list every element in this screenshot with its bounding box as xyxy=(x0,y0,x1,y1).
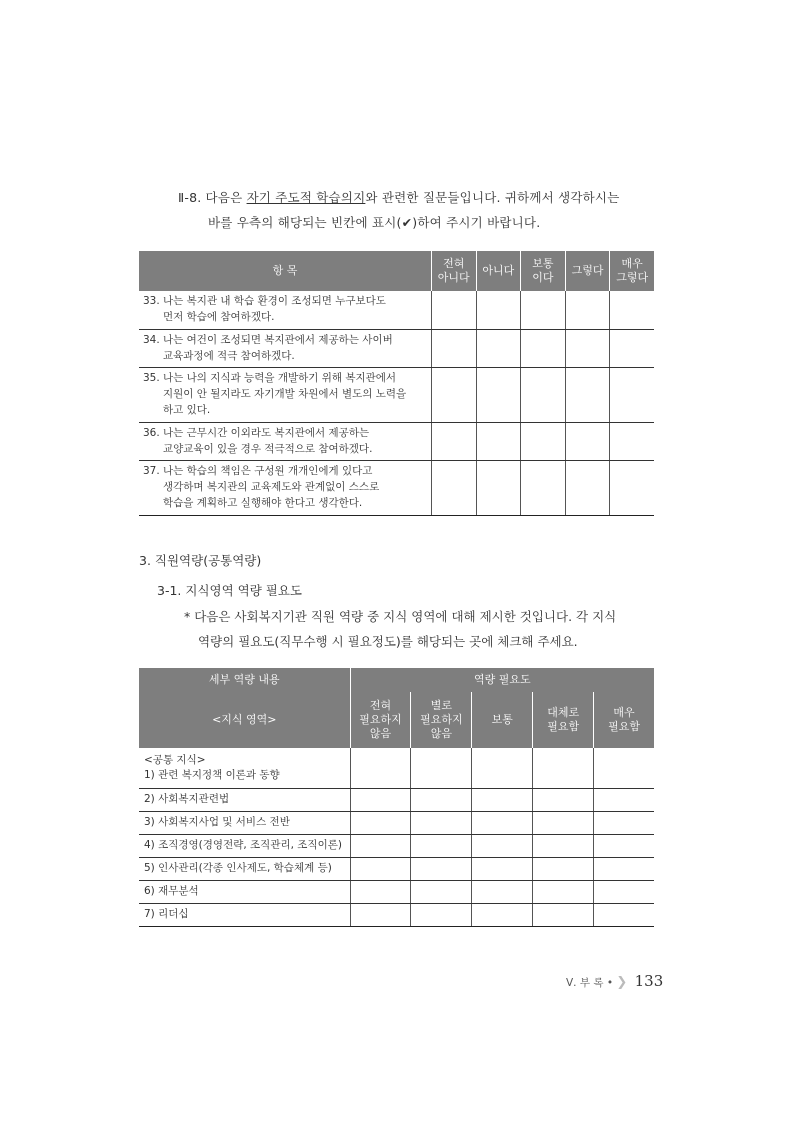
knowledge-item: 6) 재무분석 xyxy=(139,880,350,903)
answer-cell[interactable] xyxy=(472,880,533,903)
answer-cell[interactable] xyxy=(350,834,411,857)
question-text xyxy=(139,422,431,460)
question-line2: 생각하며 복지관의 교육제도와 관계없이 스스로 xyxy=(163,480,380,493)
answer-cell[interactable] xyxy=(472,748,533,788)
h-line: 않음 xyxy=(369,727,392,740)
header-need-col4 xyxy=(533,692,594,748)
question-text xyxy=(139,460,431,515)
answer-cell[interactable] xyxy=(431,329,476,367)
answer-cell[interactable] xyxy=(431,460,476,515)
header-need-col3: 보통 xyxy=(472,692,533,748)
question-line1: 34. 나는 여건이 조성되면 복지관에서 제공하는 사이버 xyxy=(143,333,393,346)
answer-cell[interactable] xyxy=(565,367,610,422)
answer-cell[interactable] xyxy=(521,460,566,515)
h-line: 필요함 xyxy=(608,720,640,733)
header-col1 xyxy=(431,251,476,291)
h-line: 필요하지 xyxy=(420,713,463,726)
answer-cell[interactable] xyxy=(521,367,566,422)
header-need-col5 xyxy=(594,692,654,748)
answer-cell[interactable] xyxy=(610,367,654,422)
answer-cell[interactable] xyxy=(533,748,594,788)
answer-cell[interactable] xyxy=(521,291,566,329)
answer-cell[interactable] xyxy=(472,834,533,857)
h-line: 필요함 xyxy=(547,720,580,733)
answer-cell[interactable] xyxy=(594,880,654,903)
table-row xyxy=(139,880,654,903)
answer-cell[interactable] xyxy=(610,460,654,515)
answer-cell[interactable] xyxy=(476,422,521,460)
h-line: 필요하지 xyxy=(359,713,402,726)
answer-cell[interactable] xyxy=(350,811,411,834)
header-need-col1 xyxy=(350,692,411,748)
item-line1: <공통 지식> xyxy=(144,753,206,766)
table-row xyxy=(139,857,654,880)
question-line2: 교육과정에 적극 참여하겠다. xyxy=(163,349,295,362)
answer-cell[interactable] xyxy=(411,788,472,811)
table-row xyxy=(139,903,654,926)
subsection-title: 3-1. 지식영역 역량 필요도 xyxy=(157,583,302,598)
h-line: 대체로 xyxy=(547,706,580,719)
answer-cell[interactable] xyxy=(533,834,594,857)
answer-cell[interactable] xyxy=(476,460,521,515)
answer-cell[interactable] xyxy=(476,291,521,329)
header-col3 xyxy=(521,251,566,291)
header-col3-line2: 이다 xyxy=(532,271,554,284)
answer-cell[interactable] xyxy=(610,329,654,367)
item-line2: 1) 관련 복지정책 이론과 동향 xyxy=(144,768,280,781)
instruction-line1-rest: 와 관련한 질문들입니다. 귀하께서 생각하시는 xyxy=(365,190,620,205)
table-row xyxy=(139,788,654,811)
header-col5 xyxy=(610,251,654,291)
knowledge-item xyxy=(139,748,350,788)
table-row xyxy=(139,329,654,367)
knowledge-item: 7) 리더십 xyxy=(139,903,350,926)
answer-cell[interactable] xyxy=(350,903,411,926)
section-title: 3. 직원역량(공통역량) xyxy=(139,553,262,568)
table2-header-row2 xyxy=(139,692,654,748)
header-need: 역량 필요도 xyxy=(350,668,654,692)
answer-cell[interactable] xyxy=(472,857,533,880)
question-line1: 33. 나는 복지관 내 학습 환경이 조성되면 누구보다도 xyxy=(143,295,386,307)
answer-cell[interactable] xyxy=(411,811,472,834)
instruction-underlined: 자기 주도적 학습의지 xyxy=(246,190,366,205)
answer-cell[interactable] xyxy=(594,788,654,811)
answer-cell[interactable] xyxy=(476,329,521,367)
instruction-line2: 바를 우측의 해당되는 빈칸에 표시(✔)하여 주시기 바랍니다. xyxy=(208,215,541,230)
answer-cell[interactable] xyxy=(533,880,594,903)
answer-cell[interactable] xyxy=(472,788,533,811)
chevron-right-icon: ❯ xyxy=(616,975,628,990)
answer-cell[interactable] xyxy=(521,422,566,460)
header-col5-line2: 그렇다 xyxy=(616,271,649,284)
question-line3: 학습을 계획하고 실행해야 한다고 생각한다. xyxy=(163,496,363,509)
knowledge-item: 2) 사회복지관련법 xyxy=(139,788,350,811)
answer-cell[interactable] xyxy=(350,748,411,788)
section-note xyxy=(184,604,659,654)
table2-header-row1 xyxy=(139,668,654,692)
question-line2: 교양교육이 있을 경우 적극적으로 참여하겠다. xyxy=(163,442,373,455)
knowledge-item: 5) 인사관리(각종 인사제도, 학습체계 등) xyxy=(139,857,350,880)
answer-cell[interactable] xyxy=(431,291,476,329)
answer-cell[interactable] xyxy=(472,811,533,834)
answer-cell[interactable] xyxy=(610,422,654,460)
table1-header-row xyxy=(139,251,654,291)
question-line1: 35. 나는 나의 지식과 능력을 개발하기 위해 복지관에서 xyxy=(143,371,397,384)
instruction-prefix: Ⅱ-8. 다음은 xyxy=(178,190,247,205)
h-line: 않음 xyxy=(430,727,453,740)
question-text xyxy=(139,329,431,367)
page-number: 133 xyxy=(634,972,664,990)
answer-cell[interactable] xyxy=(565,329,610,367)
header-col4: 그렇다 xyxy=(565,251,610,291)
answer-cell[interactable] xyxy=(594,903,654,926)
header-col1-line1: 전혀 xyxy=(443,257,465,270)
answer-cell[interactable] xyxy=(594,811,654,834)
question-line1: 37. 나는 학습의 책임은 구성원 개개인에게 있다고 xyxy=(143,464,373,477)
question-line3: 하고 있다. xyxy=(163,403,211,416)
note-line2: 역량의 필요도(직무수행 시 필요정도)를 해당되는 곳에 체크해 주세요. xyxy=(198,634,578,649)
answer-cell[interactable] xyxy=(594,748,654,788)
header-detail: 세부 역량 내용 xyxy=(139,668,350,692)
header-need-col2 xyxy=(411,692,472,748)
answer-cell[interactable] xyxy=(411,834,472,857)
answer-cell[interactable] xyxy=(476,367,521,422)
answer-cell[interactable] xyxy=(350,880,411,903)
answer-cell[interactable] xyxy=(411,748,472,788)
table-row xyxy=(139,291,654,329)
question-text xyxy=(139,291,431,329)
table-row xyxy=(139,811,654,834)
answer-cell[interactable] xyxy=(411,880,472,903)
footer-label: Ⅴ. 부 록 • xyxy=(566,977,614,989)
answer-cell[interactable] xyxy=(350,788,411,811)
answer-cell[interactable] xyxy=(533,811,594,834)
self-directed-learning-table xyxy=(139,251,654,516)
answer-cell[interactable] xyxy=(594,834,654,857)
header-col5-line1: 매우 xyxy=(621,257,643,270)
answer-cell[interactable] xyxy=(565,422,610,460)
h-line: 매우 xyxy=(613,706,635,719)
answer-cell[interactable] xyxy=(411,857,472,880)
answer-cell[interactable] xyxy=(431,422,476,460)
table-row xyxy=(139,460,654,515)
answer-cell[interactable] xyxy=(533,857,594,880)
answer-cell[interactable] xyxy=(610,291,654,329)
table-row xyxy=(139,748,654,788)
header-col3-line1: 보통 xyxy=(532,257,554,270)
knowledge-item: 3) 사회복지사업 및 서비스 전반 xyxy=(139,811,350,834)
header-area: <지식 영역> xyxy=(139,692,350,748)
question-line2: 먼저 학습에 참여하겠다. xyxy=(163,311,275,323)
question-instruction xyxy=(178,185,658,235)
answer-cell[interactable] xyxy=(594,857,654,880)
answer-cell[interactable] xyxy=(533,788,594,811)
h-line: 전혀 xyxy=(369,699,392,712)
question-text xyxy=(139,367,431,422)
header-col2: 아니다 xyxy=(476,251,521,291)
header-item: 항 목 xyxy=(139,251,431,291)
table-row xyxy=(139,422,654,460)
answer-cell[interactable] xyxy=(431,367,476,422)
h-line: 별로 xyxy=(430,699,453,712)
knowledge-competency-table xyxy=(139,668,654,927)
answer-cell[interactable] xyxy=(565,460,610,515)
header-col1-line2: 아니다 xyxy=(437,271,470,284)
table-row xyxy=(139,834,654,857)
answer-cell[interactable] xyxy=(533,903,594,926)
knowledge-item: 4) 조직경영(경영전략, 조직관리, 조직이론) xyxy=(139,834,350,857)
table-row xyxy=(139,367,654,422)
answer-cell[interactable] xyxy=(472,903,533,926)
answer-cell[interactable] xyxy=(565,291,610,329)
question-line1: 36. 나는 근무시간 이외라도 복지관에서 제공하는 xyxy=(143,426,370,439)
note-line1: * 다음은 사회복지기관 직원 역량 중 지식 영역에 대해 제시한 것입니다. 각 지식 xyxy=(184,609,617,624)
answer-cell[interactable] xyxy=(521,329,566,367)
page-footer xyxy=(566,972,663,990)
answer-cell[interactable] xyxy=(350,857,411,880)
question-line2: 지원이 안 될지라도 자기개발 차원에서 별도의 노력을 xyxy=(163,387,407,400)
answer-cell[interactable] xyxy=(411,903,472,926)
